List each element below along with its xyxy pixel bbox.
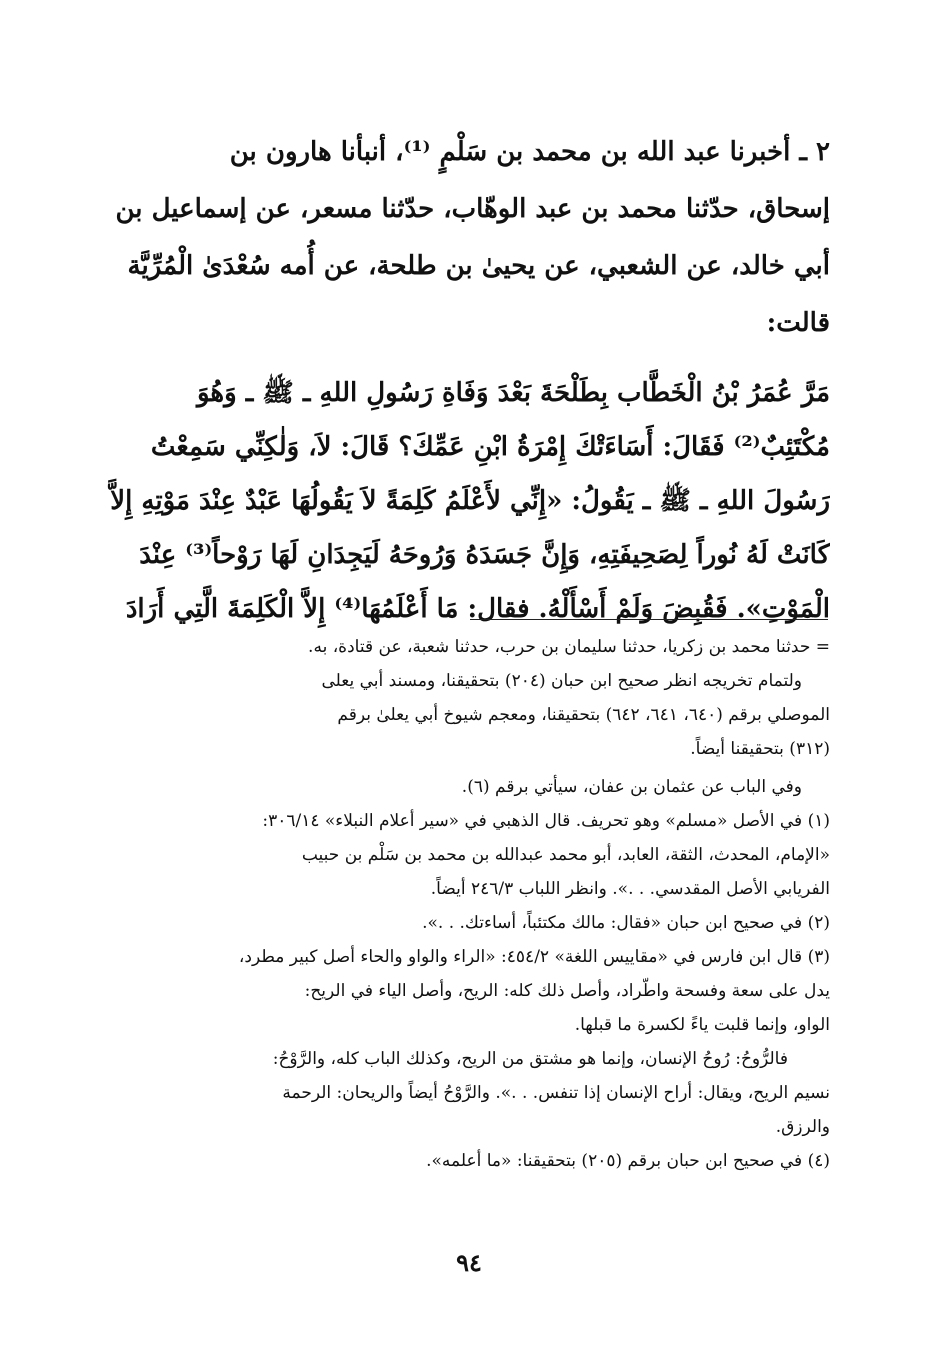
footnote-continuation-line: الموصلي برقم (٦٤٠، ٦٤١، ٦٤٢) بتحقيقنا، ومعجم شيوخ أبي يعلىٰ برقم [337, 705, 830, 725]
footnote-3-line: والرزق. [775, 1117, 830, 1137]
main-text [100, 124, 830, 636]
footnote-3-line: الواو، وإنما قلبت ياءً لكسرة ما قبلها. [574, 1015, 830, 1035]
text-line: ٢ ـ أخبرنا عبد الله بن محمد بن سَلْمٍ ⁽¹⁾، أنبأنا هارون بن [229, 137, 830, 167]
footnote-1: (١) في الأصل «مسلم» وهو تحريف. قال الذهبي في «سير أعلام النبلاء» ٣٠٦/١٤: [262, 811, 830, 831]
page-number: ٩٤ [456, 1248, 482, 1277]
footnote-continuation-line: = حدثنا محمد بن زكريا، حدثنا سليمان بن حرب، حدثنا شعبة، عن قتادة، به. [308, 637, 830, 657]
footnote-1-line: الفريابي الأصل المقدسي. . .». وانظر اللباب ٢٤٦/٣ أيضاً. [430, 879, 830, 899]
footnote-continuation-line: (٣١٢) بتحقيقنا أيضاً. [690, 739, 830, 759]
text-line: أبي خالد، عن الشعبي، عن يحيىٰ بن طلحة، عن أُمه سُعْدَىٰ الْمُرِّيَّة [127, 251, 830, 281]
footnotes [100, 630, 830, 1178]
text-line: الْمَوْتِ». فَقُبِضَ وَلَمْ أَسْأَلْهُ. فقال: مَا أَعْلَمُهَا⁽⁴⁾ إِلاَّ الْكَلِمَةَ الَّتِي أَرَادَ [125, 594, 830, 624]
footnote-3-line: فالرُّوحُ: رُوحُ الإنسان، وإنما هو مشتق من الريح، وكذلك الباب كله، والرَّوْحُ: [272, 1049, 788, 1069]
footnote-3-line: نسيم الريح، ويقال: أراح الإنسان إذا تنفس. . .». والرَّوْحُ أيضاً والريحان: الرحمة [282, 1083, 830, 1103]
text-line: كَانَتْ لَهُ نُوراً لِصَحِيفَتِهِ، وَإِنَّ جَسَدَهُ وَرُوحَهُ لَيَجِدَانِ لَهَا رَوْحاً⁽³⁾ عِنْدَ [139, 540, 830, 570]
footnote-separator [470, 619, 828, 620]
text-line: مُكْتَئِبٌ⁽²⁾ فَقَالَ: أَسَاءَتْكَ إِمْرَةُ ابْنِ عَمِّكَ؟ قَالَ: لاَ، وَلٰكِنِّي سَمِعْتُ [150, 432, 830, 462]
text-line: رَسُولَ اللهِ ـ ﷺ ـ يَقُولُ: «إِنِّي لأَعْلَمُ كَلِمَةً لاَ يَقُولُهَا عَبْدٌ عِنْدَ مَوْتِهِ إِلاَّ [110, 486, 830, 516]
footnote-continuation-line: وفي الباب عن عثمان بن عفان، سيأتي برقم (٦). [461, 777, 802, 797]
footnote-1-line: «الإمام، المحدث، الثقة، العابد، أبو محمد عبدالله بن محمد بن سَلْم بن حبيب [301, 845, 830, 865]
footnote-3: (٣) قال ابن فارس في «مقاييس اللغة» ٤٥٤/٢: «الراء والواو والحاء أصل كبير مطرد، [238, 947, 830, 967]
text-line: إسحاق، حدّثنا محمد بن عبد الوهّاب، حدّثنا مسعر، عن إسماعيل بن [115, 194, 830, 224]
footnote-3-line: يدل على سعة وفسحة واطّراد، وأصل ذلك كله: الريح، وأصل الياء في الريح: [304, 981, 830, 1001]
hadith-matn-paragraph [100, 366, 830, 636]
text-line: قالت: [766, 308, 830, 338]
footnote-continuation-line: ولتمام تخريجه انظر صحيح ابن حبان (٢٠٤) بتحقيقنا، ومسند أبي يعلى [321, 671, 802, 691]
footnote-2: (٢) في صحيح ابن حبان «فقال: مالك مكتئباً، أساءتك. . .». [422, 913, 830, 933]
text-line: مَرَّ عُمَرُ بْنُ الْخَطَّاب بِطَلْحَةَ بَعْدَ وَفَاةِ رَسُولِ اللهِ ـ ﷺ ـ وَهُوَ [196, 378, 830, 408]
hadith-isnad-paragraph [100, 124, 830, 352]
footnote-4: (٤) في صحيح ابن حبان برقم (٢٠٥) بتحقيقنا: «ما أعلمه». [426, 1151, 830, 1171]
